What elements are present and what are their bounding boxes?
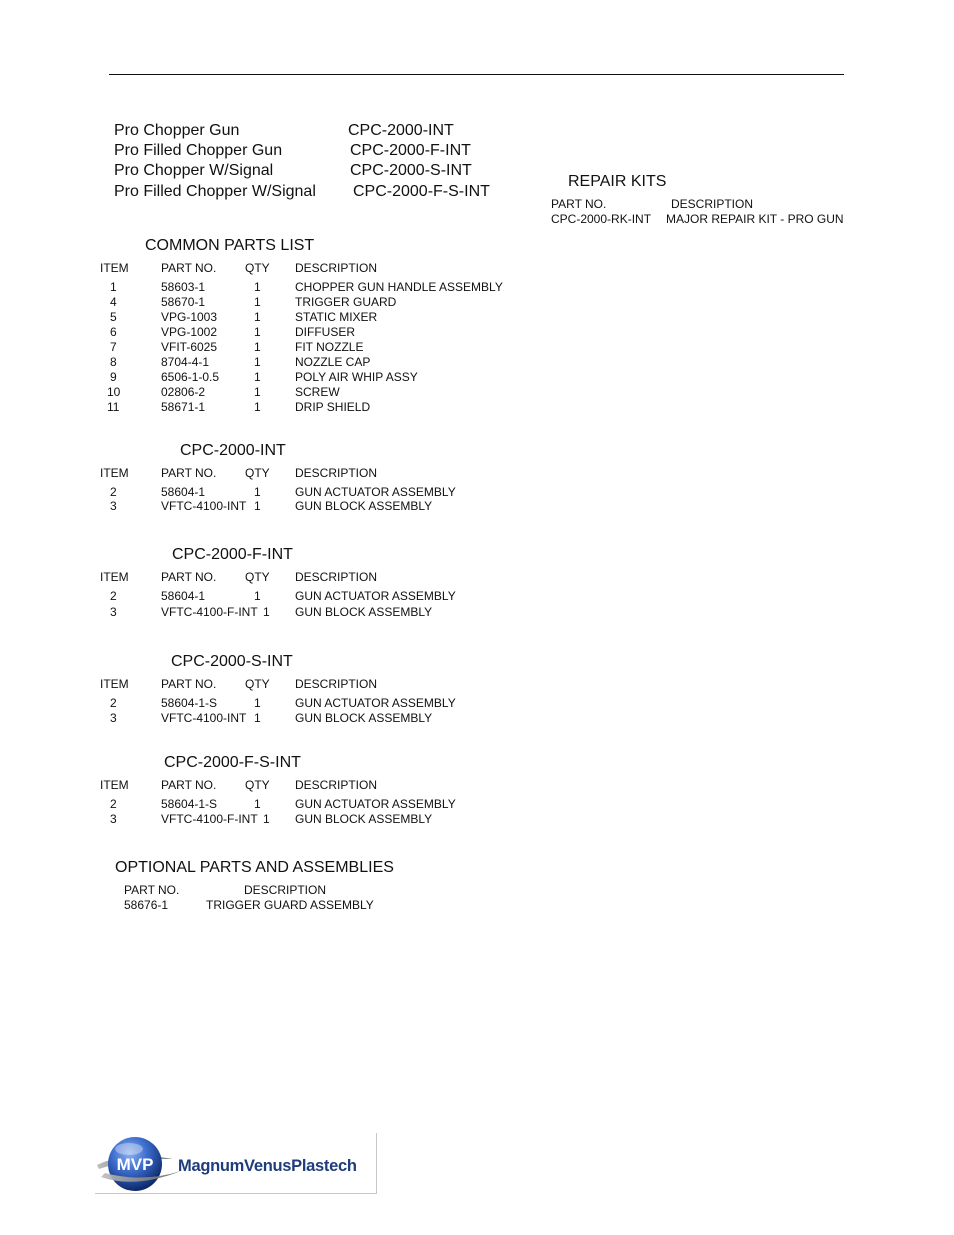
column-header-item: ITEM <box>100 466 129 480</box>
repair-kit-description: MAJOR REPAIR KIT - PRO GUN <box>666 212 844 226</box>
section-title: CPC-2000-F-S-INT <box>164 754 301 771</box>
logo-mark: MVP <box>116 1155 154 1174</box>
description: NOZZLE CAP <box>295 355 371 369</box>
model-code: CPC-2000-INT <box>348 122 454 139</box>
column-header-description: DESCRIPTION <box>295 677 378 691</box>
quantity: 1 <box>254 696 261 710</box>
part-number: 58604-1 <box>161 589 206 603</box>
part-number: VFTC-4100-F-INT <box>161 812 258 826</box>
description: DIFFUSER <box>295 325 355 339</box>
item-number: 11 <box>107 400 120 414</box>
column-header-description: DESCRIPTION <box>244 883 327 897</box>
column-header-description: DESCRIPTION <box>295 466 378 480</box>
part-number: 6506-1-0.5 <box>161 370 220 384</box>
item-number: 8 <box>110 355 117 369</box>
column-header-item: ITEM <box>100 570 129 584</box>
column-header-qty: QTY <box>245 677 270 691</box>
part-number: VFIT-6025 <box>161 340 218 354</box>
section-title: OPTIONAL PARTS AND ASSEMBLIES <box>115 859 394 876</box>
item-number: 1 <box>110 280 117 294</box>
part-number: 58603-1 <box>161 280 206 294</box>
column-header-description: DESCRIPTION <box>295 570 378 584</box>
section-title: CPC-2000-INT <box>180 442 286 459</box>
quantity: 1 <box>254 340 261 354</box>
section-title: REPAIR KITS <box>568 173 667 190</box>
quantity: 1 <box>254 310 261 324</box>
quantity: 1 <box>254 485 261 499</box>
company-logo <box>95 1133 377 1194</box>
part-number: VPG-1002 <box>161 325 218 339</box>
part-number: 58676-1 <box>124 898 169 912</box>
item-number: 2 <box>110 696 117 710</box>
description: GUN BLOCK ASSEMBLY <box>295 605 433 619</box>
part-number: VPG-1003 <box>161 310 218 324</box>
item-number: 4 <box>110 295 117 309</box>
item-number: 10 <box>107 385 121 399</box>
model-code: CPC-2000-F-S-INT <box>353 183 490 200</box>
column-header-description: DESCRIPTION <box>671 197 754 211</box>
quantity: 1 <box>254 280 261 294</box>
column-header-part-no: PART NO. <box>161 466 217 480</box>
part-number: 58604-1 <box>161 485 206 499</box>
description: CHOPPER GUN HANDLE ASSEMBLY <box>295 280 503 294</box>
description: GUN BLOCK ASSEMBLY <box>295 812 433 826</box>
part-number: VFTC-4100-INT <box>161 499 247 513</box>
part-number: 8704-4-1 <box>161 355 210 369</box>
header-rule <box>109 74 844 75</box>
quantity: 1 <box>254 355 261 369</box>
description: SCREW <box>295 385 340 399</box>
column-header-qty: QTY <box>245 261 270 275</box>
quantity: 1 <box>263 812 270 826</box>
item-number: 5 <box>110 310 117 324</box>
part-number: VFTC-4100-INT <box>161 711 247 725</box>
quantity: 1 <box>254 325 261 339</box>
part-number: VFTC-4100-F-INT <box>161 605 258 619</box>
description: TRIGGER GUARD ASSEMBLY <box>206 898 374 912</box>
quantity: 1 <box>254 499 261 513</box>
description: DRIP SHIELD <box>295 400 371 414</box>
part-number: 02806-2 <box>161 385 206 399</box>
part-number: 58671-1 <box>161 400 206 414</box>
column-header-qty: QTY <box>245 570 270 584</box>
column-header-qty: QTY <box>245 778 270 792</box>
model-name: Pro Chopper Gun <box>114 122 240 139</box>
section-title: CPC-2000-F-INT <box>172 546 293 563</box>
model-code: CPC-2000-F-INT <box>350 142 471 159</box>
quantity: 1 <box>254 295 261 309</box>
item-number: 2 <box>110 589 117 603</box>
part-number: 58604-1-S <box>161 696 218 710</box>
quantity: 1 <box>254 370 261 384</box>
item-number: 7 <box>110 340 117 354</box>
section-title: CPC-2000-S-INT <box>171 653 293 670</box>
item-number: 3 <box>110 711 117 725</box>
model-name: Pro Chopper W/Signal <box>114 162 274 179</box>
description: GUN BLOCK ASSEMBLY <box>295 499 433 513</box>
column-header-description: DESCRIPTION <box>295 261 378 275</box>
quantity: 1 <box>254 589 261 603</box>
description: FIT NOZZLE <box>295 340 364 354</box>
column-header-item: ITEM <box>100 778 129 792</box>
column-header-part-no: PART NO. <box>124 883 180 897</box>
description: TRIGGER GUARD <box>295 295 397 309</box>
description: GUN ACTUATOR ASSEMBLY <box>295 797 456 811</box>
column-header-part-no: PART NO. <box>551 197 607 211</box>
item-number: 3 <box>110 499 117 513</box>
item-number: 3 <box>110 605 117 619</box>
item-number: 9 <box>110 370 117 384</box>
description: GUN ACTUATOR ASSEMBLY <box>295 589 456 603</box>
column-header-description: DESCRIPTION <box>295 778 378 792</box>
item-number: 2 <box>110 485 117 499</box>
quantity: 1 <box>254 400 261 414</box>
quantity: 1 <box>263 605 270 619</box>
logo-wordmark: MagnumVenusPlastech <box>178 1157 357 1175</box>
description: GUN ACTUATOR ASSEMBLY <box>295 696 456 710</box>
column-header-part-no: PART NO. <box>161 570 217 584</box>
model-name: Pro Filled Chopper W/Signal <box>114 183 316 200</box>
quantity: 1 <box>254 385 261 399</box>
description: STATIC MIXER <box>295 310 378 324</box>
item-number: 3 <box>110 812 117 826</box>
section-title: COMMON PARTS LIST <box>145 237 315 254</box>
item-number: 2 <box>110 797 117 811</box>
quantity: 1 <box>254 797 261 811</box>
column-header-part-no: PART NO. <box>161 677 217 691</box>
description: GUN ACTUATOR ASSEMBLY <box>295 485 456 499</box>
repair-kit-part-no: CPC-2000-RK-INT <box>551 212 652 226</box>
column-header-part-no: PART NO. <box>161 261 217 275</box>
model-code: CPC-2000-S-INT <box>350 162 472 179</box>
column-header-item: ITEM <box>100 677 129 691</box>
mvp-sphere-icon <box>95 1133 185 1193</box>
description: GUN BLOCK ASSEMBLY <box>295 711 433 725</box>
description: POLY AIR WHIP ASSY <box>295 370 418 384</box>
part-number: 58604-1-S <box>161 797 218 811</box>
column-header-qty: QTY <box>245 466 270 480</box>
model-name: Pro Filled Chopper Gun <box>114 142 283 159</box>
item-number: 6 <box>110 325 117 339</box>
part-number: 58670-1 <box>161 295 206 309</box>
column-header-part-no: PART NO. <box>161 778 217 792</box>
column-header-item: ITEM <box>100 261 129 275</box>
quantity: 1 <box>254 711 261 725</box>
